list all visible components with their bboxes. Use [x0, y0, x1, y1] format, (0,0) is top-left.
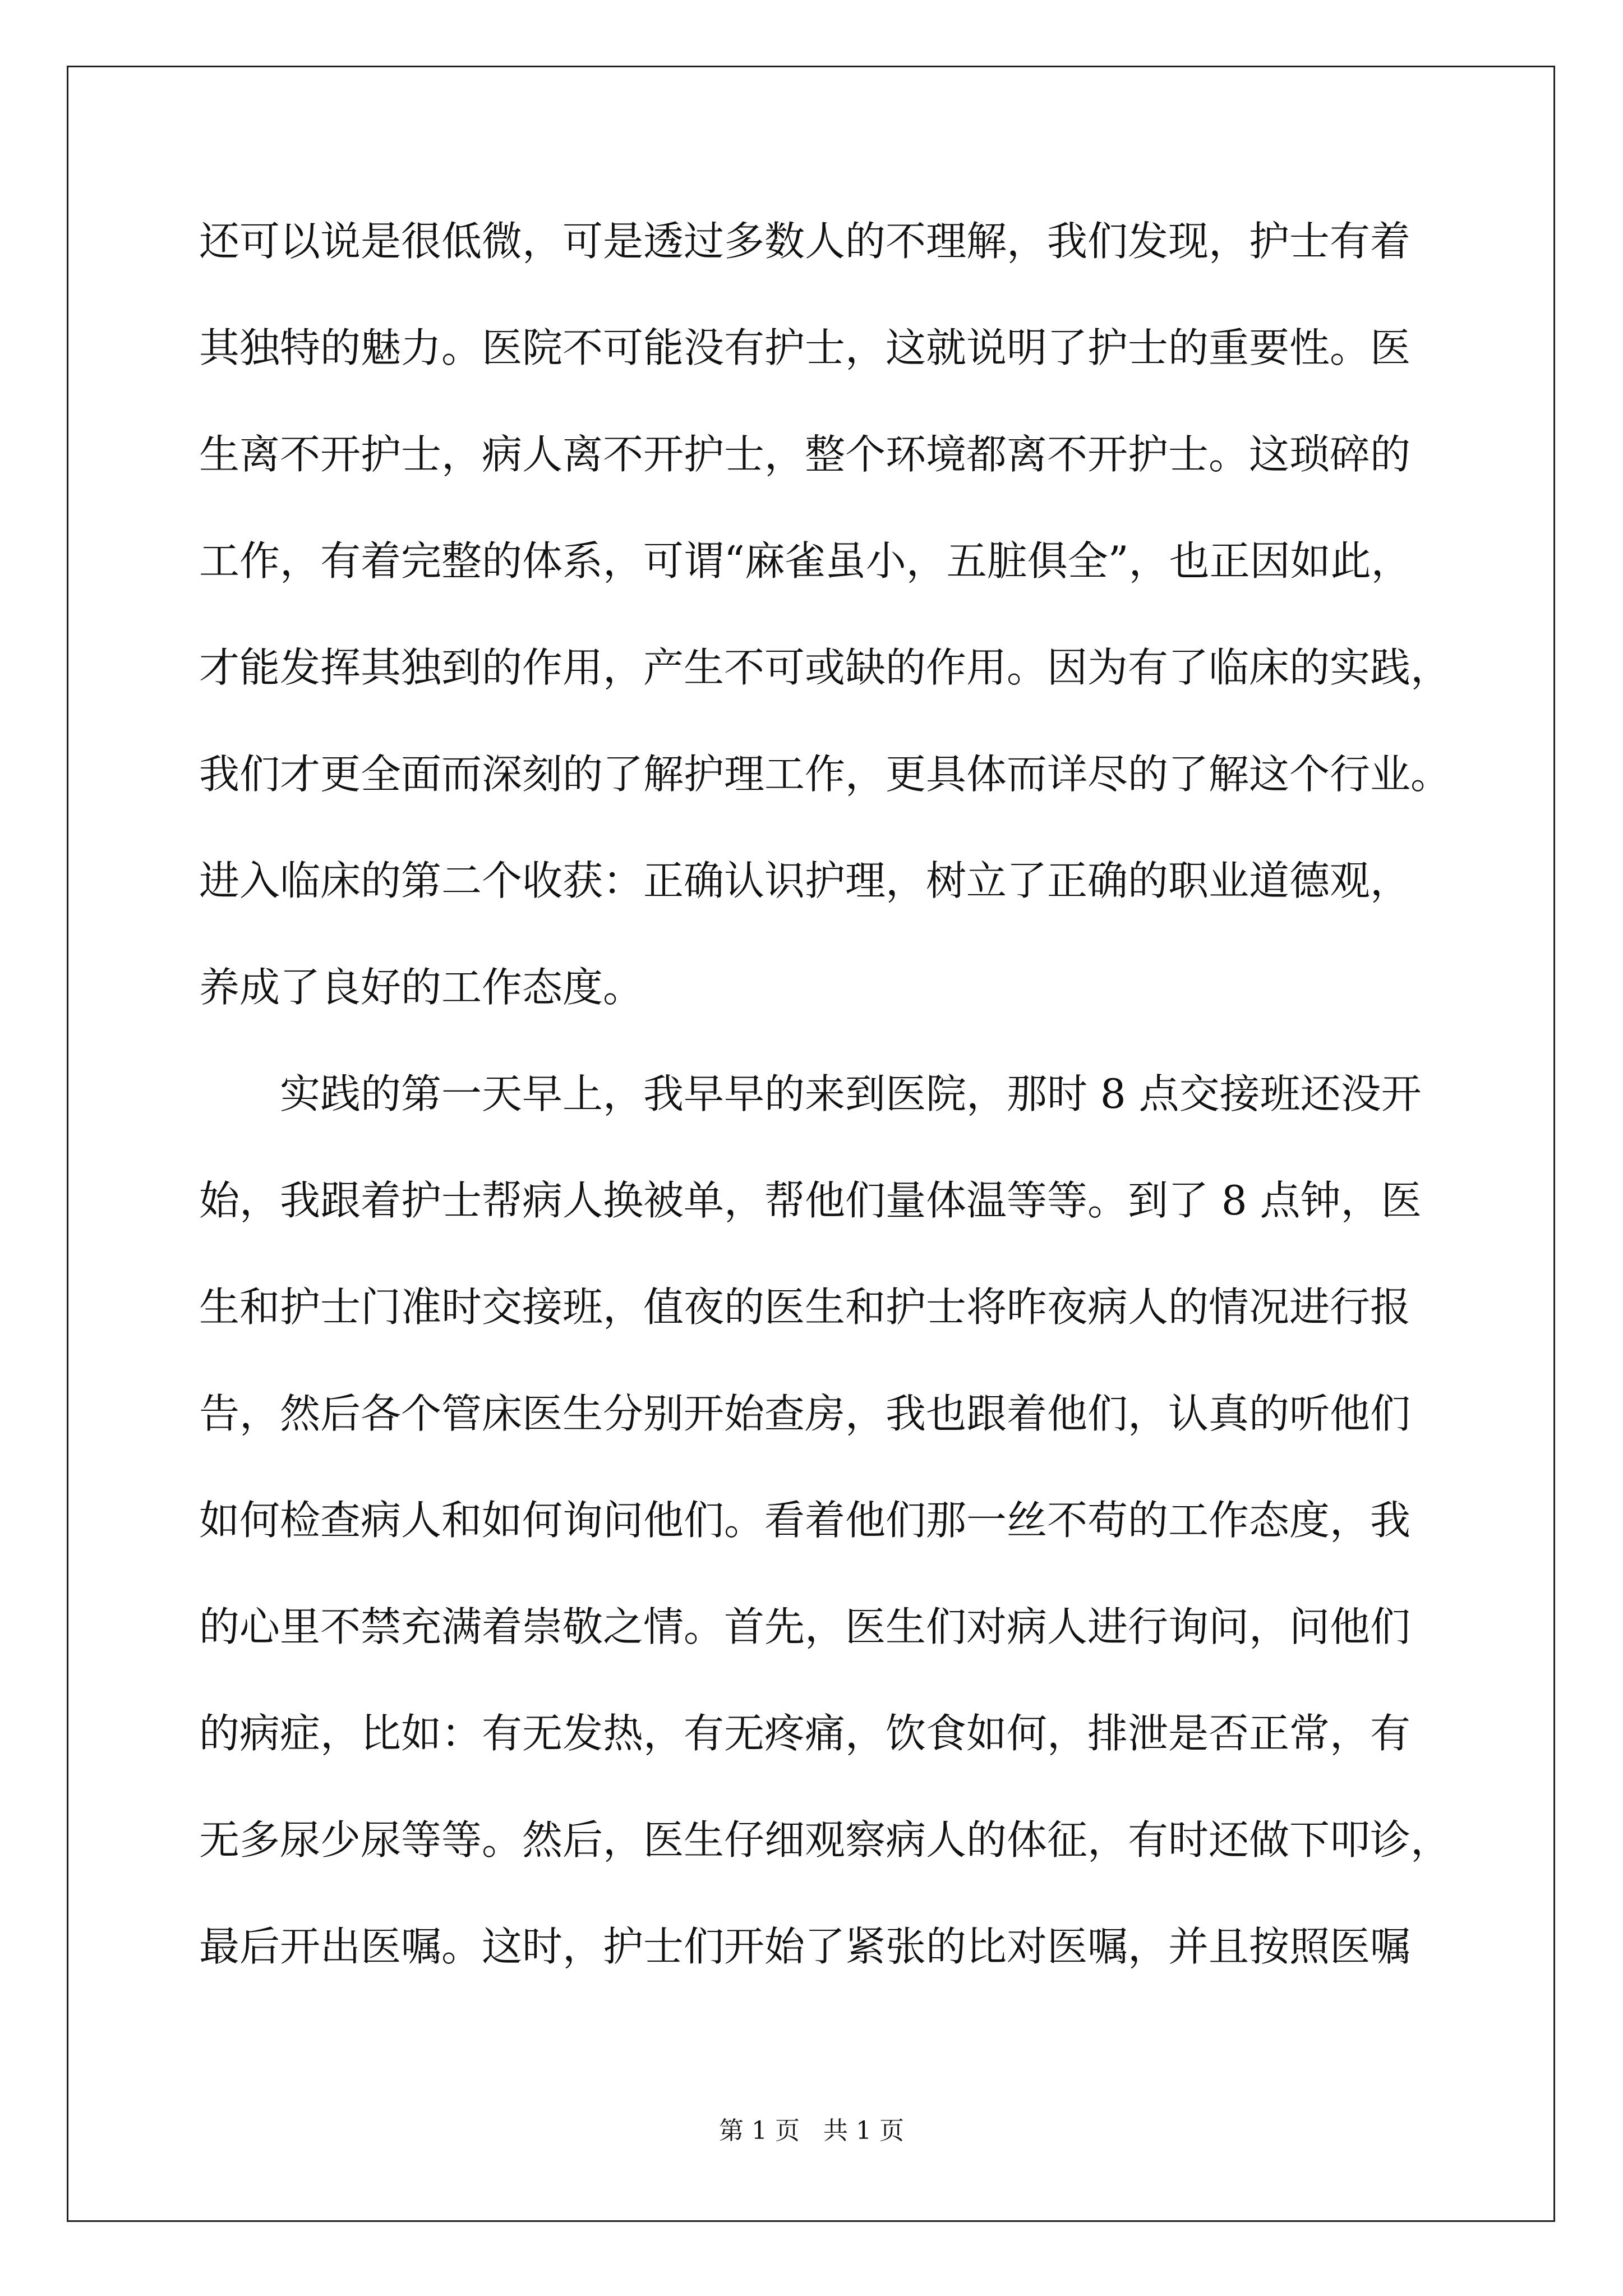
page-total: 共 1 页 [823, 2116, 904, 2145]
text-line: 告，然后各个管床医生分别开始查房，我也跟着他们，认真的听他们 [199, 1390, 1411, 1437]
text-line: 其独特的魅力。医院不可能没有护士，这就说明了护士的重要性。医 [199, 324, 1411, 371]
text-line: 才能发挥其独到的作用，产生不可或缺的作用。因为有了临床的实践， [199, 644, 1451, 691]
page-footer [0, 2110, 1623, 2146]
text-line: 无多尿少尿等等。然后，医生仔细观察病人的体征，有时还做下叩诊， [199, 1816, 1451, 1864]
text-line: 工作，有着完整的体系，可谓“麻雀虽小，五脏俱全”，也正因如此， [199, 537, 1412, 585]
text-line: 始，我跟着护士帮病人换被单，帮他们量体温等等。到了 8 点钟，医 [199, 1177, 1422, 1224]
page-border [67, 66, 1555, 2222]
page-number: 第 1 页 [719, 2116, 800, 2145]
text-line: 的病症，比如：有无发热，有无疼痛，饮食如何，排泄是否正常，有 [199, 1710, 1411, 1757]
text-line: 养成了良好的工作态度。 [199, 964, 644, 1011]
text-line: 如何检查病人和如何询问他们。看着他们那一丝不苟的工作态度，我 [199, 1497, 1411, 1544]
text-line: 我们才更全面而深刻的了解护理工作，更具体而详尽的了解这个行业。 [199, 751, 1451, 798]
text-line: 还可以说是很低微，可是透过多数人的不理解，我们发现，护士有着 [199, 218, 1411, 265]
text-line: 生离不开护士，病人离不开护士，整个环境都离不开护士。这琐碎的 [199, 431, 1411, 478]
text-line: 最后开出医嘱。这时，护士们开始了紧张的比对医嘱，并且按照医嘱 [199, 1923, 1411, 1970]
text-line: 实践的第一天早上，我早早的来到医院，那时 8 点交接班还没开 [199, 1070, 1422, 1117]
text-line: 进入临床的第二个收获：正确认识护理，树立了正确的职业道德观， [199, 857, 1411, 904]
text-line: 生和护士门准时交接班，值夜的医生和护士将昨夜病人的情况进行报 [199, 1283, 1411, 1331]
text-line: 的心里不禁充满着崇敬之情。首先，医生们对病人进行询问，问他们 [199, 1603, 1411, 1650]
